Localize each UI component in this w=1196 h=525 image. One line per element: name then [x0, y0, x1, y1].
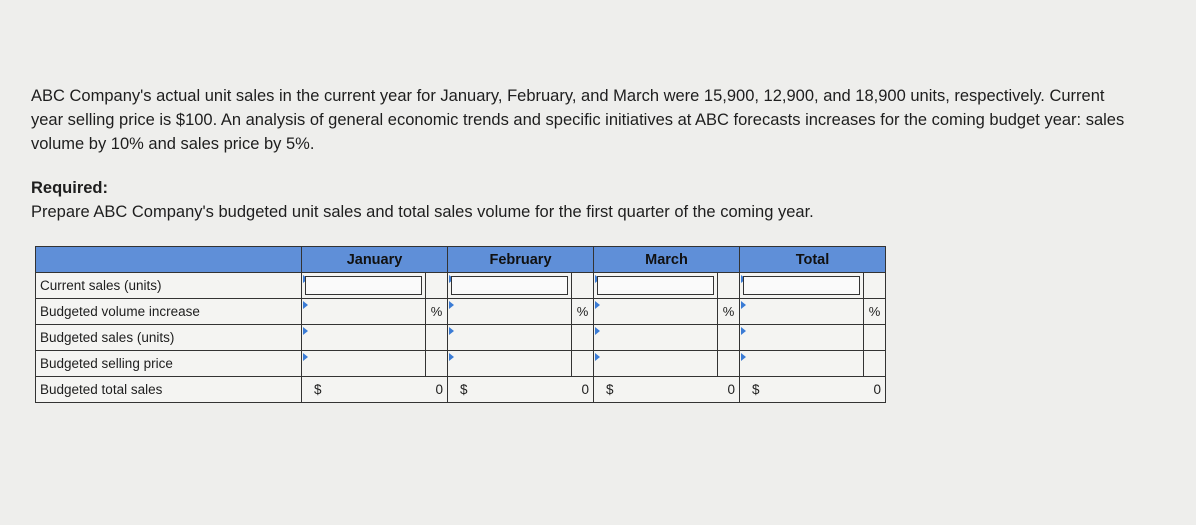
selling-price-march-input[interactable]: [594, 351, 718, 377]
budgeted-sales-february-input[interactable]: [448, 325, 572, 351]
header-january: January: [302, 247, 448, 273]
problem-intro: ABC Company's actual unit sales in the current year for January, February, and March were 15,900, 12,900, and 18,900 units, respectively. Current year selling price is $100. An analysis of general economic trends and specific initiatives at ABC forecasts increases for the coming budget year: sales volume by 10% and sales price by 5%.: [31, 87, 1125, 153]
input-marker-icon: [449, 301, 454, 309]
table-row: [36, 273, 886, 299]
row-label-total-sales: Budgeted total sales: [36, 377, 302, 403]
current-sales-total-input[interactable]: [740, 273, 864, 299]
budgeted-sales-january-input[interactable]: [302, 325, 426, 351]
required-text: Prepare ABC Company's budgeted unit sales and total sales volume for the first quarter of the coming year.: [31, 203, 814, 221]
volume-increase-march-input[interactable]: [594, 299, 718, 325]
total-sales-january: 0: [435, 382, 443, 397]
table-row: [36, 351, 886, 377]
input-marker-icon: [595, 301, 600, 309]
selling-price-total-input[interactable]: [740, 351, 864, 377]
header-total: Total: [740, 247, 886, 273]
table-row: [36, 377, 886, 403]
table-row: [36, 299, 886, 325]
input-marker-icon: [449, 327, 454, 335]
row-label-current-sales: Current sales (units): [36, 273, 302, 299]
total-sales-january-value: [302, 377, 448, 403]
input-marker-icon: [303, 301, 308, 309]
header-blank: [36, 247, 302, 273]
currency-sign: $: [314, 382, 322, 397]
input-marker-icon: [303, 327, 308, 335]
total-sales-march-value: [594, 377, 740, 403]
current-sales-february-input[interactable]: [448, 273, 572, 299]
total-sales-total: 0: [873, 382, 881, 397]
percent-sign: %: [426, 299, 448, 325]
input-marker-icon: [303, 353, 308, 361]
input-marker-icon: [595, 327, 600, 335]
total-sales-total-value: [740, 377, 886, 403]
header-row: [36, 247, 886, 273]
volume-increase-january-input[interactable]: [302, 299, 426, 325]
current-sales-january-input[interactable]: [302, 273, 426, 299]
selling-price-january-input[interactable]: [302, 351, 426, 377]
row-label-volume-increase: Budgeted volume increase: [36, 299, 302, 325]
input-marker-icon: [741, 353, 746, 361]
currency-sign: $: [460, 382, 468, 397]
currency-sign: $: [752, 382, 760, 397]
budgeted-sales-total-input[interactable]: [740, 325, 864, 351]
input-marker-icon: [741, 301, 746, 309]
header-february: February: [448, 247, 594, 273]
input-marker-icon: [449, 353, 454, 361]
problem-statement: [31, 84, 1131, 224]
table-row: [36, 325, 886, 351]
current-sales-march-input[interactable]: [594, 273, 718, 299]
budgeted-sales-march-input[interactable]: [594, 325, 718, 351]
total-sales-february-value: [448, 377, 594, 403]
header-march: March: [594, 247, 740, 273]
percent-sign: %: [718, 299, 740, 325]
volume-increase-february-input[interactable]: [448, 299, 572, 325]
row-label-budgeted-sales: Budgeted sales (units): [36, 325, 302, 351]
selling-price-february-input[interactable]: [448, 351, 572, 377]
row-label-selling-price: Budgeted selling price: [36, 351, 302, 377]
total-sales-february: 0: [581, 382, 589, 397]
percent-sign: %: [864, 299, 886, 325]
input-marker-icon: [741, 327, 746, 335]
total-sales-march: 0: [727, 382, 735, 397]
currency-sign: $: [606, 382, 614, 397]
budget-table: [35, 246, 886, 403]
percent-sign: %: [572, 299, 594, 325]
required-title: Required:: [31, 179, 109, 197]
volume-increase-total-input[interactable]: [740, 299, 864, 325]
input-marker-icon: [595, 353, 600, 361]
